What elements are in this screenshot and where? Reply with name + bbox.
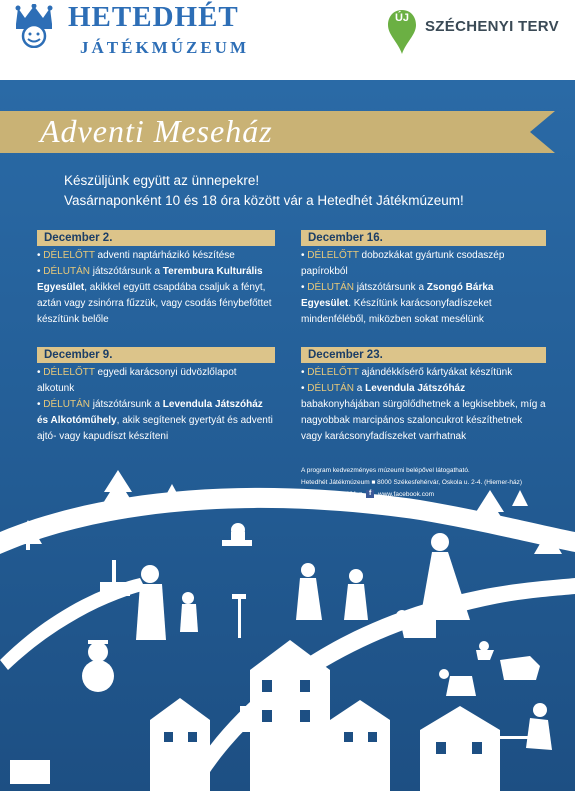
event-dec-2: December 2. • DÉLELŐTT adventi naptárházikó készítése • DÉLUTÁN játszótársunk a Terembura Kulturális Egyesület, akikkel együtt csapdába csaljuk a fényt, aztán vagy zsinórra fűzzük, vagy csodás fénybefőttet készítünk belőle [37,230,275,328]
logo-title: HETEDHÉT [68,1,239,33]
afternoon-text-cont: , akik segítenek gyertyát és adventi ajtó- vagy kapudíszt készíteni [37,415,273,442]
event-dec-16: December 16. • DÉLELŐTT dobozkákat gyártunk csodaszép papírokból • DÉLUTÁN játszótársunk a Zsongó Bárka Egyesület. Készítünk karácsonyfadíszeket mindenféléből, miközben sokat mesélünk [301,230,546,328]
event-date: December 16. [301,230,546,246]
event-date: December 23. [301,347,546,363]
morning-label: DÉLELŐTT [43,367,95,378]
event-date: December 2. [37,230,275,246]
event-dec-9: December 9. • DÉLELŐTT egyedi karácsonyi üdvözlőlapot alkotunk • DÉLUTÁN játszótársunk a Levendula Játszóház és Alkotóműhely, akik segítenek gyertyát és adventi ajtó- vagy kapudíszt készíteni [37,347,275,445]
partner-name: Levendula Játszóház és Alkotóműhely [37,399,263,426]
partner-name: Zsongó Bárka Egyesület [301,282,494,309]
partner-name: Terembura Kulturális Egyesület [37,266,263,293]
afternoon-label: DÉLUTÁN [43,399,90,410]
intro-line-1: Készüljünk együtt az ünnepekre! [64,173,260,188]
afternoon-text: játszótársunk a [89,399,163,410]
facebook-icon: f [366,490,374,498]
afternoon-label: DÉLUTÁN [43,266,90,277]
footer-note: A program kedvezményes múzeumi belépővel látogatható. [301,467,470,474]
footer [301,465,561,501]
winter-village-illustration [0,470,575,791]
afternoon-text: a [353,383,366,394]
morning-text: dobozkákat gyártunk csodaszép papírokból [301,250,505,277]
afternoon-text: játszótársunk a [353,282,427,293]
morning-text: adventi naptárházikó készítése [94,250,235,261]
afternoon-text: játszótársunk a [89,266,163,277]
afternoon-label: DÉLUTÁN [307,282,354,293]
morning-label: DÉLELŐTT [43,250,95,261]
banner-title: Adventi Meseház [40,113,273,149]
afternoon-text-cont: . Készítünk karácsonyfadíszeket mindenféléből, miközben sokat mesélünk [301,298,492,325]
partner-badge: ÚJ [394,12,410,24]
partner-name: Levendula Játszóház [365,383,466,394]
morning-text: ajándékkísérő kártyákat készítünk [358,367,513,378]
footer-address: Hetedhét Játékmúzeum ■ 8000 Székesfehérvár, Oskola u. 2-4. (Hiemer-ház) [301,479,523,486]
intro-line-2: Vasárnaponként 10 és 18 óra között vár a Hetedhét Játékmúzeum! [64,193,464,208]
afternoon-label: DÉLUTÁN [307,383,354,394]
afternoon-text-cont: , akikkel együtt csapdába csaljuk a fényt, aztán vagy zsinórra fűzzük, vagy csodás fénybefőttet készítünk belőle [37,282,272,325]
header [0,0,575,80]
intro-text [64,171,554,211]
footer-phone: Tel.: 06 22 202-601 ■ [301,491,363,498]
afternoon-text-cont: babakonyhájában sürgölődhetnek a legkisebbek, míg a nagyobbak marcipános szaloncukrot készíthetnek vagy karácsonyfadíszeket varrhatnak [301,399,546,442]
partner-name: SZÉCHENYI TERV [425,18,559,35]
morning-text: egyedi karácsonyi üdvözlőlapot alkotunk [37,367,237,394]
crown-logo-icon [12,4,56,48]
footer-website[interactable]: www.facebook.com [378,491,435,498]
event-dec-23: December 23. • DÉLELŐTT ajándékkísérő kártyákat készítünk • DÉLUTÁN a Levendula Játszóház babakonyhájában sürgölődhetnek a legkisebbek, míg a nagyobbak marcipános szaloncukrot készíthetnek vagy karácsonyfadíszeket varrhatnak [301,349,546,442]
event-date: December 9. [37,347,275,363]
morning-label: DÉLELŐTT [307,367,359,378]
logo-subtitle: JÁTÉKMÚZEUM [80,38,249,57]
morning-label: DÉLELŐTT [307,250,359,261]
